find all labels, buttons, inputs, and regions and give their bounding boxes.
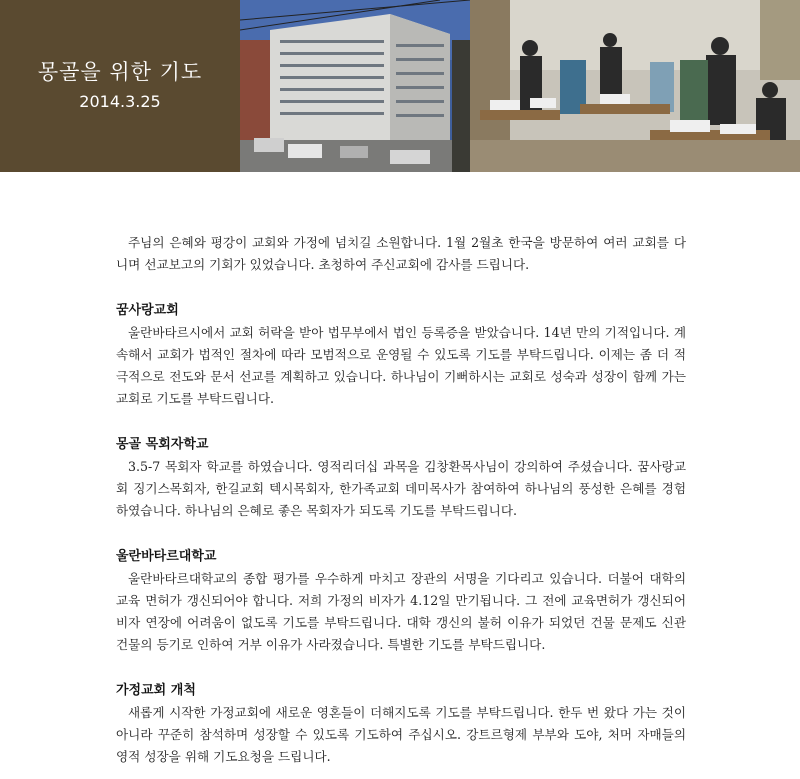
header-banner [0, 0, 800, 172]
page-date: 2014.3.25 [79, 92, 161, 111]
title-box [0, 0, 240, 172]
section-body: 울란바타르시에서 교회 허락을 받아 법무부에서 법인 등록증을 받았습니다. 14년 만의 기적입니다. 계속해서 교회가 법적인 절차에 따라 모범적으로 운영될 수 있도록 기도를 부탁드립니다. 이제는 좀 더 적극적으로 전도와 문서 선교를 계획하고 있습니다. 하나님이 기뻐하시는 교회로 성숙과 성장이 함께 가는 교회로 기도를 부탁드립니다. [116, 325, 686, 406]
section-body: 울란바타르대학교의 종합 평가를 우수하게 마치고 장관의 서명을 기다리고 있습니다. 더불어 대학의 교육 면허가 갱신되어야 합니다. 저희 가정의 비자가 4.12일 만기됩니다. 그 전에 교육면허가 갱신되어 비자 연장에 어려움이 없도록 기도를 부탁드립니다. 대학 갱신의 불허 이유가 되었던 건물 문제도 신관 건물의 등기로 인하여 거부 이유가 사라졌습니다. 특별한 기도를 부탁드립니다. [116, 571, 686, 652]
intro-paragraph: 주님의 은혜와 평강이 교회와 가정에 넘치길 소원합니다. 1월 2월초 한국을 방문하여 여러 교회를 다니며 선교보고의 기회가 있었습니다. 초청하여 주신교회에 감사를 드립니다. [116, 235, 686, 272]
building-photo [240, 0, 470, 172]
section-title: 울란바타르대학교 [116, 549, 217, 564]
section-body: 3.5-7 목회자 학교를 하였습니다. 영적리더십 과목을 김창환목사님이 강의하여 주셨습니다. 꿈사랑교회 징기스목회자, 한길교회 텍시목회자, 한가족교회 데미목사가 참여하여 하나님의 풍성한 은혜를 경험하였습니다. 하나님의 은혜로 좋은 목회자가 되도록 기도를 부탁드립니다. [116, 459, 686, 518]
section-title: 가정교회 개척 [116, 683, 196, 698]
letter-body [116, 232, 686, 768]
section-house-church [116, 680, 686, 768]
classroom-photo [470, 0, 800, 172]
section-body: 새롭게 시작한 가정교회에 새로운 영혼들이 더해지도록 기도를 부탁드립니다. 한두 번 왔다 가는 것이 아니라 꾸준히 참석하며 성장할 수 있도록 기도하여 주십시오. 강트르형제 부부와 도야, 처머 자매들의 영적 성장을 위해 기도요청을 드립니다. [116, 705, 686, 764]
section-pastor-school [116, 434, 686, 522]
section-dream-love-church [116, 300, 686, 410]
page-title: 몽골을 위한 기도 [37, 60, 203, 84]
section-ulaanbaatar-university [116, 546, 686, 656]
section-title: 몽골 목회자학교 [116, 437, 209, 452]
section-title: 꿈사랑교회 [116, 303, 179, 318]
